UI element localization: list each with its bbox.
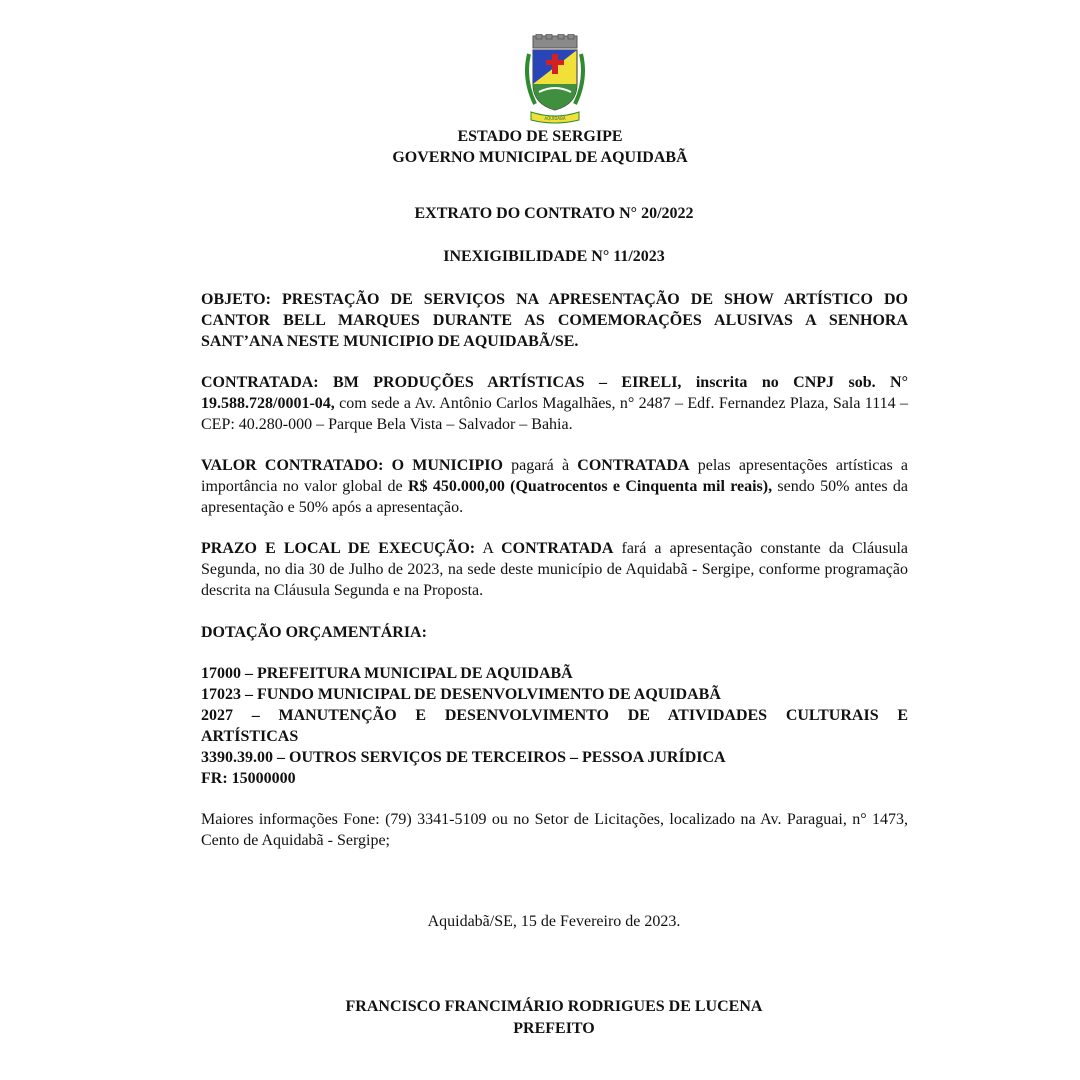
- prazo-contratada: CONTRATADA: [501, 540, 614, 557]
- prazo-text-1: A: [475, 540, 502, 557]
- prazo-paragraph: [201, 538, 908, 601]
- contract-title: EXTRATO DO CONTRATO N° 20/2022: [414, 205, 694, 222]
- valor-text-2: pelas apresentações artísticas a importância no valor global de: [201, 457, 909, 495]
- dotacao-item: 17023 – FUNDO MUNICIPAL DE DESENVOLVIMENTO DE AQUIDABÃ: [201, 686, 721, 703]
- dotacao-label: DOTAÇÃO ORÇAMENTÁRIA:: [201, 624, 427, 641]
- prazo-label: PRAZO E LOCAL DE EXECUÇÃO:: [201, 540, 476, 557]
- valor-text-3: sendo 50% antes da apresentação e 50% após a apresentação.: [201, 478, 908, 516]
- signatory-name: FRANCISCO FRANCIMÁRIO RODRIGUES DE LUCENA: [345, 998, 763, 1015]
- document-date: Aquidabã/SE, 15 de Fevereiro de 2023.: [427, 913, 681, 930]
- inexigibilidade-title: INEXIGIBILIDADE N° 11/2023: [443, 248, 665, 265]
- objeto-label: OBJETO:: [201, 291, 271, 308]
- prazo-text-2: fará a apresentação constante da Cláusula Segunda, no dia 30 de Julho de 2023, na sede deste município de Aquidabã - Sergipe, conforme programação descrita na Cláusula Segunda e na Proposta.: [201, 540, 908, 599]
- header-government: GOVERNO MUNICIPAL DE AQUIDABÃ: [392, 149, 688, 166]
- dotacao-item: 17000 – PREFEITURA MUNICIPAL DE AQUIDABÃ: [201, 665, 573, 682]
- contratada-paragraph: [201, 372, 908, 435]
- objeto-text: PRESTAÇÃO DE SERVIÇOS NA APRESENTAÇÃO DE SHOW ARTÍSTICO DO CANTOR BELL MARQUES DURANTE AS COMEMORAÇÕES ALUSIVAS A SENHORA SANT’ANA NESTE MUNICIPIO DE AQUIDABÃ/SE.: [201, 291, 908, 350]
- dotacao-item: ARTÍSTICAS: [201, 728, 299, 745]
- municipal-coat-of-arms-icon: [523, 34, 587, 124]
- dotacao-item: 3390.39.00 – OUTROS SERVIÇOS DE TERCEIROS – PESSOA JURÍDICA: [201, 749, 726, 766]
- info-paragraph: Maiores informações Fone: (79) 3341-5109 ou no Setor de Licitações, localizado na Av. Paraguai, n° 1473, Cento de Aquidabã - Sergipe;: [201, 811, 908, 849]
- dotacao-item: FR: 15000000: [201, 770, 296, 787]
- contratada-bold: CONTRATADA: BM PRODUÇÕES ARTÍSTICAS – EIRELI, inscrita no CNPJ sob. N° 19.588.728/0001-04,: [201, 374, 908, 412]
- valor-label: VALOR CONTRATADO: O MUNICIPIO: [201, 457, 503, 474]
- header-state: ESTADO DE SERGIPE: [457, 128, 623, 145]
- crest-banner-text: AQUIDABÃ: [544, 116, 566, 121]
- contratada-text: com sede a Av. Antônio Carlos Magalhães, n° 2487 – Edf. Fernandez Plaza, Sala 1114 – CEP: 40.280-000 – Parque Bela Vista – Salvador – Bahia.: [201, 395, 908, 433]
- valor-paragraph: [201, 455, 908, 518]
- valor-text-1: pagará à: [502, 457, 578, 474]
- dotacao-item: 2027 – MANUTENÇÃO E DESENVOLVIMENTO DE ATIVIDADES CULTURAIS E: [201, 707, 908, 724]
- objeto-paragraph: [201, 289, 908, 352]
- valor-amount: R$ 450.000,00 (Quatrocentos e Cinquenta mil reais),: [407, 478, 773, 495]
- valor-contratada: CONTRATADA: [577, 457, 690, 474]
- dotacao-list: [201, 663, 908, 789]
- signatory-role: PREFEITO: [513, 1020, 595, 1037]
